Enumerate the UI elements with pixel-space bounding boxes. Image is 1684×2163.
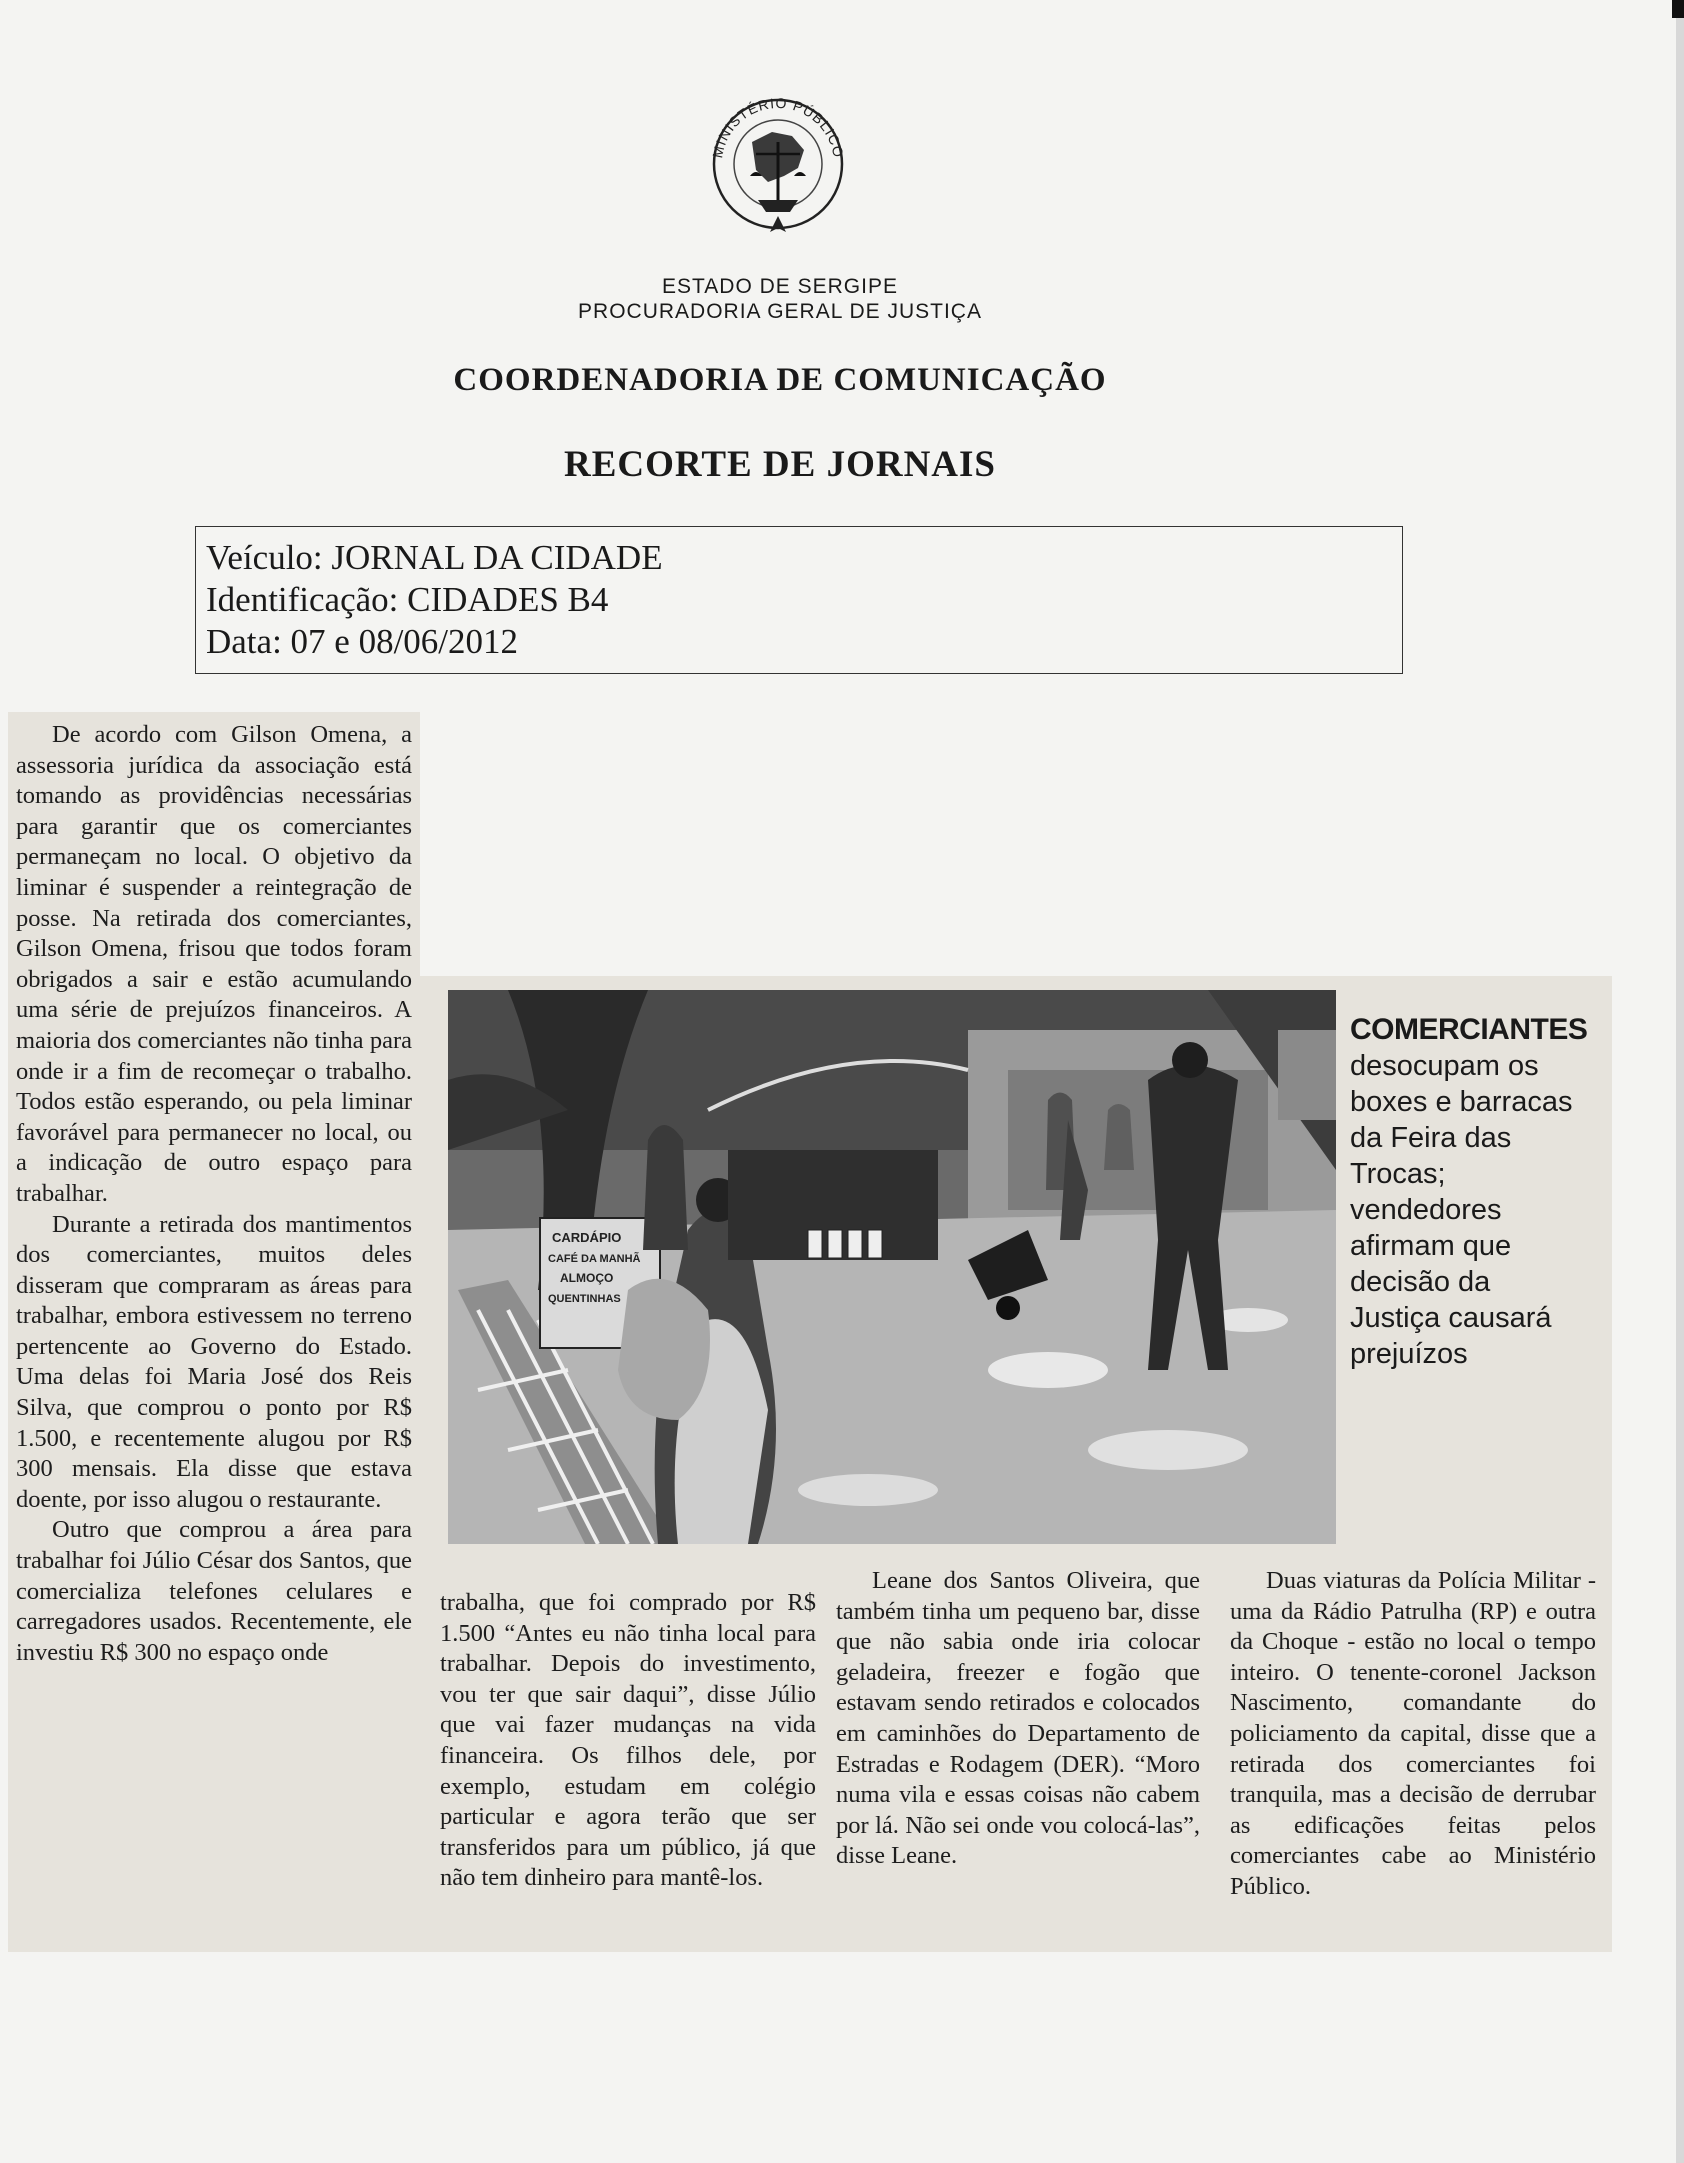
page-corner (1672, 0, 1684, 18)
photo-sign-line-3: ALMOÇO (560, 1271, 614, 1285)
clipping-info-box (195, 526, 1403, 674)
header-procuradoria: PROCURADORIA GERAL DE JUSTIÇA (578, 300, 982, 323)
info-data: Data: 07 e 08/06/2012 (206, 622, 519, 661)
page-title: RECORTE DE JORNAIS (564, 444, 996, 485)
photo-caption (1350, 1012, 1588, 1372)
news-photo (448, 990, 1336, 1544)
column-1-paragraph-3: Outro que comprou a área para trabalhar foi Júlio César dos Santos, que comercializa telefones celulares e carregadores usados. Recentemente, ele investiu R$ 300 no espaço onde (16, 1516, 412, 1666)
caption-body: desocupam os boxes e barracas da Feira das Trocas; vendedores afirmam que decisão da Justiça causará prejuízos (1350, 1050, 1573, 1370)
column-1-paragraph-1: De acordo com Gilson Omena, a assessoria jurídica da associação está tomando as providências necessárias para garantir que os comerciantes permaneçam no local. O objetivo da liminar é suspender a reintegração de posse. Na retirada dos comerciantes, Gilson Omena, frisou que todos foram obrigados a sair e estão acumulando uma série de prejuízos financeiros. A maioria dos comerciantes não tinha para onde ir a fim de recomeçar o trabalho. Todos estão esperando, ou pela liminar favorável para permanecer no local, ou a indicação de outro espaço para trabalhar. (16, 721, 412, 1207)
ministerio-publico-seal (692, 72, 864, 244)
article-column-3 (836, 1566, 1200, 1872)
column-3-paragraph: Leane dos Santos Oliveira, que também tinha um pequeno bar, disse que não sabia onde iria colocar geladeira, freezer e fogão que estavam sendo retirados e colocados em caminhões do Departamento de Estradas e Rodagem (DER). “Moro numa vila e essas coisas não cabem por lá. Não sei onde vou colocá-las”, disse Leane. (836, 1567, 1200, 1870)
header-state: ESTADO DE SERGIPE (662, 275, 898, 298)
info-veiculo: Veículo: JORNAL DA CIDADE (206, 538, 663, 577)
page-edge (1676, 0, 1684, 2163)
article-column-2 (440, 1588, 816, 1894)
photo-sign-line-4: QUENTINHAS (548, 1293, 621, 1305)
column-2-paragraph: trabalha, que foi comprado por R$ 1.500 “Antes eu não tinha local para trabalhar. Depois do investimento, vou ter que sair daqui”, disse Júlio que vai fazer mudanças na vida financeira. Os filhos dele, por exemplo, estudam em colégio particular e agora terão que ser transferidos para um público, já que não tem dinheiro para mantê-los. (440, 1589, 816, 1892)
column-1-paragraph-2: Durante a retirada dos mantimentos dos comerciantes, muitos deles disseram que compraram as áreas para trabalhar, embora estivessem no terreno pertencente ao Governo do Estado. Uma delas foi Maria José dos Reis Silva, que comprou o ponto por R$ 1.500, e recentemente alugou por R$ 300 mensais. Ela disse que estava doente, por isso alugou o restaurante. (16, 1210, 412, 1513)
info-identificacao: Identificação: CIDADES B4 (206, 580, 609, 619)
photo-sign-line-2: CAFÉ DA MANHÃ (548, 1253, 641, 1265)
article-column-1 (16, 720, 412, 1668)
column-4-paragraph: Duas viaturas da Polícia Militar - uma da Rádio Patrulha (RP) e outra da Choque - estão no local o tempo inteiro. O tenente-coronel Jackson Nascimento, comandante do policiamento da capital, disse que a retirada dos comerciantes foi tranquila, mas a decisão de derrubar as edificações feitas pelos comerciantes cabe ao Ministério Público. (1230, 1567, 1596, 1900)
article-column-4 (1230, 1566, 1596, 1903)
caption-headline: COMERCIANTES (1350, 1013, 1588, 1046)
header-coordenadoria: COORDENADORIA DE COMUNICAÇÃO (453, 362, 1107, 398)
photo-sign-line-1: CARDÁPIO (552, 1230, 622, 1245)
seal-text: MINISTÉRIO PÚBLICO (709, 94, 847, 160)
